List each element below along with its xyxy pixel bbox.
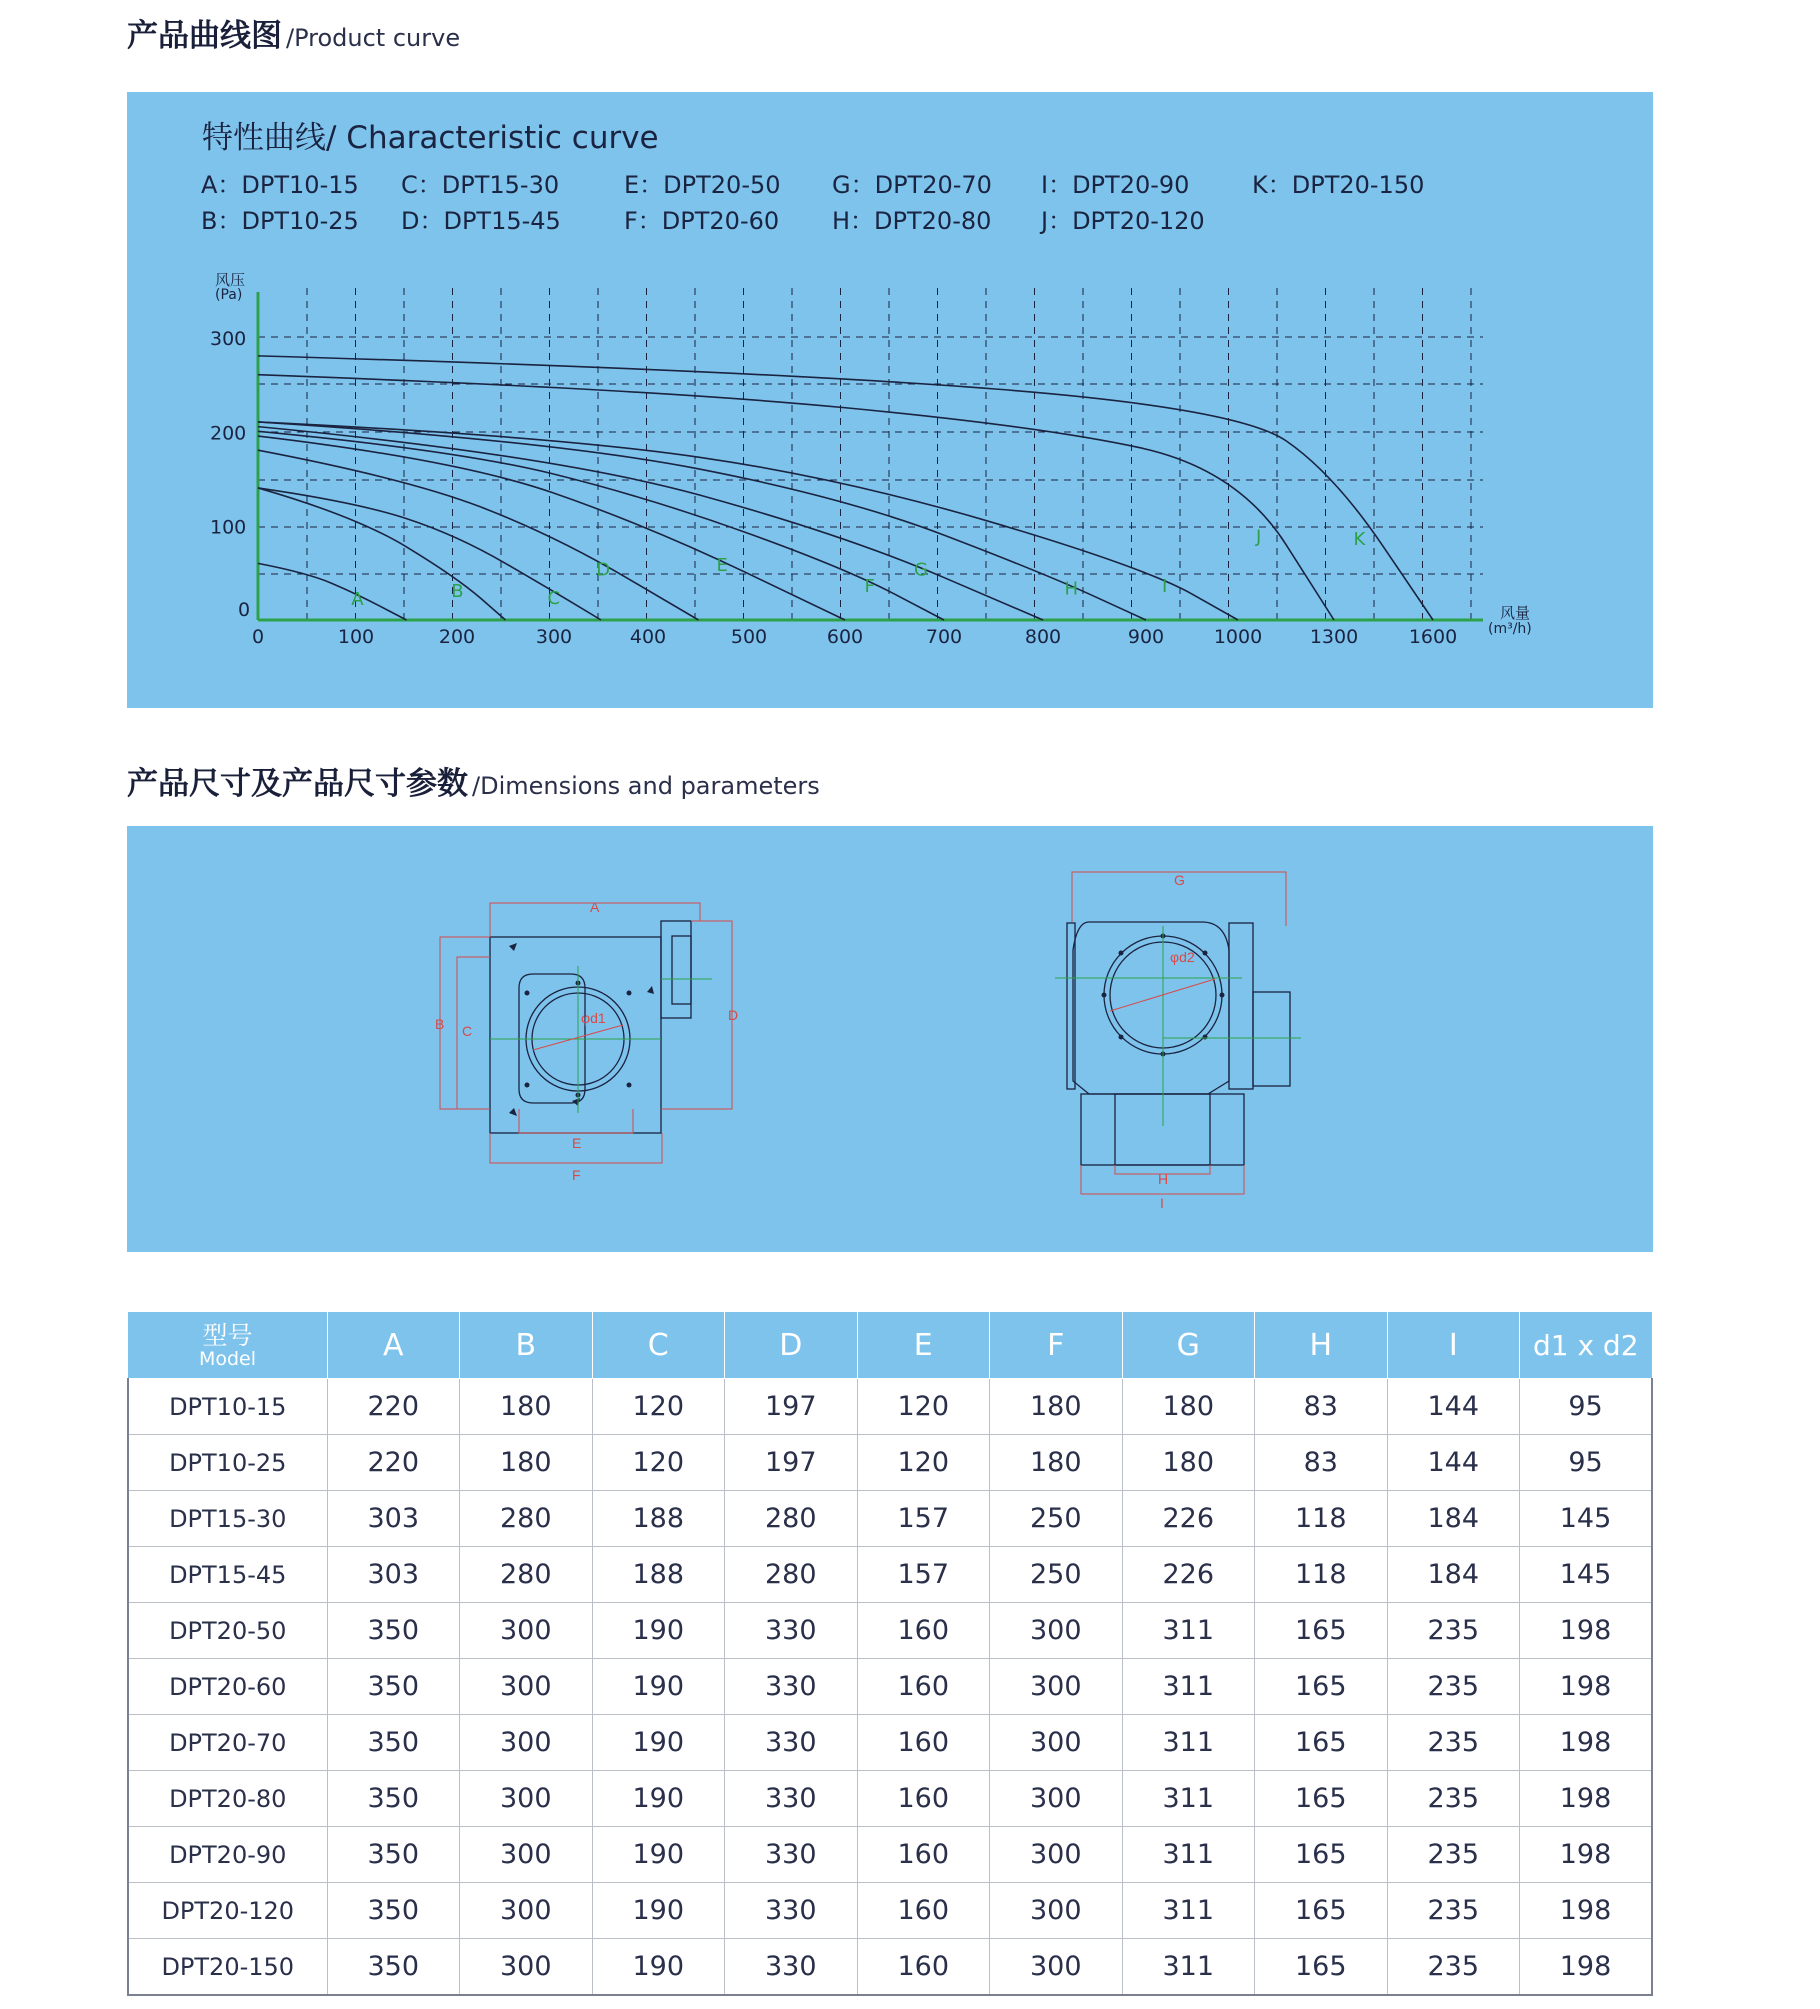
- characteristic-curve-chart: [127, 92, 1653, 708]
- front-view-drawing: [490, 921, 691, 1133]
- series-label-i: I: [1162, 576, 1168, 598]
- section-title-product-curve: [127, 10, 460, 55]
- x-tick-label: 1600: [1408, 626, 1458, 648]
- x-tick-label: 0: [251, 626, 265, 648]
- motor-stub: [1253, 992, 1290, 1086]
- x-tick-label: 1000: [1213, 626, 1263, 648]
- dim-label-g: G: [1174, 872, 1185, 888]
- series-curve-j: [258, 375, 1334, 620]
- series-label-h: H: [1064, 578, 1079, 600]
- legend-entry: J：DPT20-120: [1041, 207, 1205, 235]
- value-cell: 235: [1387, 1715, 1520, 1771]
- value-cell: 226: [1122, 1547, 1255, 1603]
- value-cell: 303: [327, 1491, 460, 1547]
- value-cell: 160: [857, 1715, 990, 1771]
- y-tick-label: 100: [210, 516, 247, 539]
- table-body: [128, 1379, 1652, 1996]
- value-cell: 300: [460, 1715, 593, 1771]
- value-cell: 160: [857, 1827, 990, 1883]
- section-title-cn: 产品尺寸及产品尺寸参数: [127, 766, 468, 802]
- legend-entry: F：DPT20-60: [624, 207, 780, 235]
- value-cell: 197: [725, 1379, 858, 1435]
- series-label-k: K: [1353, 528, 1366, 550]
- model-header-cn: 型号: [202, 1321, 253, 1350]
- value-cell: 350: [327, 1771, 460, 1827]
- value-cell: 198: [1520, 1771, 1653, 1827]
- column-header-model: [128, 1312, 327, 1379]
- value-cell: 198: [1520, 1883, 1653, 1939]
- side-view-dimensions: [1072, 872, 1286, 1194]
- value-cell: 300: [990, 1883, 1123, 1939]
- column-header: E: [857, 1312, 990, 1379]
- table-row: [128, 1939, 1652, 1996]
- value-cell: 350: [327, 1939, 460, 1996]
- model-cell: DPT20-70: [128, 1715, 327, 1771]
- section-title-dimensions: [127, 758, 820, 803]
- series-curve-a: [258, 563, 407, 620]
- y-tick-label: 0: [238, 599, 251, 621]
- value-cell: 350: [327, 1659, 460, 1715]
- value-cell: 350: [327, 1827, 460, 1883]
- series-label-f: F: [864, 576, 875, 598]
- table-row: [128, 1715, 1652, 1771]
- value-cell: 330: [725, 1939, 858, 1996]
- value-cell: 180: [990, 1379, 1123, 1435]
- value-cell: 280: [725, 1491, 858, 1547]
- value-cell: 165: [1255, 1827, 1388, 1883]
- value-cell: 188: [592, 1491, 725, 1547]
- model-cell: DPT10-15: [128, 1379, 327, 1435]
- model-cell: DPT20-60: [128, 1659, 327, 1715]
- bolt-hole: [1102, 993, 1107, 998]
- front-view-dimensions: [440, 903, 732, 1163]
- value-cell: 180: [990, 1435, 1123, 1491]
- value-cell: 311: [1122, 1939, 1255, 1996]
- column-header: A: [327, 1312, 460, 1379]
- legend-entry: B：DPT10-25: [201, 207, 359, 235]
- front-view-details: [509, 943, 654, 1116]
- value-cell: 190: [592, 1771, 725, 1827]
- value-cell: 190: [592, 1883, 725, 1939]
- chart-title: 特性曲线/ Characteristic curve: [202, 120, 659, 156]
- dim-label-i: I: [1160, 1195, 1164, 1211]
- series-curve-b: [258, 488, 506, 620]
- table-row: [128, 1883, 1652, 1939]
- value-cell: 235: [1387, 1771, 1520, 1827]
- value-cell: 118: [1255, 1547, 1388, 1603]
- x-axis-label: 风量: [1500, 604, 1531, 622]
- legend-entry: E：DPT20-50: [624, 171, 781, 199]
- table-row: [128, 1659, 1652, 1715]
- value-cell: 184: [1387, 1547, 1520, 1603]
- value-cell: 250: [990, 1491, 1123, 1547]
- legend-entry: I：DPT20-90: [1041, 171, 1190, 199]
- diameter-label-d2: φd2: [1170, 949, 1195, 965]
- value-cell: 300: [990, 1771, 1123, 1827]
- y-tick-label: 300: [210, 328, 247, 350]
- dimension-drawings-panel: [127, 826, 1653, 1252]
- x-tick-label: 500: [730, 626, 768, 648]
- front-view-centerlines: [490, 966, 712, 1113]
- value-cell: 300: [990, 1827, 1123, 1883]
- x-tick-label: 1300: [1309, 626, 1359, 648]
- value-cell: 165: [1255, 1883, 1388, 1939]
- bolt-hole: [525, 1083, 530, 1088]
- dim-label-c: C: [462, 1023, 473, 1039]
- value-cell: 350: [327, 1883, 460, 1939]
- value-cell: 144: [1387, 1379, 1520, 1435]
- legend-entry: K：DPT20-150: [1252, 171, 1425, 199]
- value-cell: 300: [990, 1603, 1123, 1659]
- x-tick-label: 400: [629, 626, 667, 648]
- value-cell: 145: [1520, 1547, 1653, 1603]
- value-cell: 190: [592, 1827, 725, 1883]
- value-cell: 250: [990, 1547, 1123, 1603]
- value-cell: 280: [460, 1491, 593, 1547]
- series-curve-h: [258, 422, 1146, 620]
- series-label-a: A: [351, 588, 364, 610]
- bolt-hole: [1203, 951, 1208, 956]
- bolt-hole: [1119, 1035, 1124, 1040]
- table-row: [128, 1827, 1652, 1883]
- table-row: [128, 1379, 1652, 1435]
- value-cell: 198: [1520, 1715, 1653, 1771]
- value-cell: 300: [460, 1659, 593, 1715]
- value-cell: 160: [857, 1659, 990, 1715]
- chart-legend: [201, 171, 1424, 235]
- value-cell: 120: [857, 1435, 990, 1491]
- model-cell: DPT15-45: [128, 1547, 327, 1603]
- value-cell: 300: [460, 1771, 593, 1827]
- series-curve-i: [258, 422, 1238, 620]
- value-cell: 165: [1255, 1771, 1388, 1827]
- dim-label-a: A: [590, 899, 600, 915]
- value-cell: 198: [1520, 1939, 1653, 1996]
- value-cell: 190: [592, 1659, 725, 1715]
- value-cell: 145: [1520, 1491, 1653, 1547]
- front-view-labels: [435, 899, 738, 1183]
- value-cell: 83: [1255, 1379, 1388, 1435]
- dim-line-e: [519, 1109, 633, 1133]
- value-cell: 235: [1387, 1603, 1520, 1659]
- value-cell: 165: [1255, 1659, 1388, 1715]
- value-cell: 190: [592, 1715, 725, 1771]
- chart-series: [258, 356, 1433, 620]
- value-cell: 157: [857, 1491, 990, 1547]
- series-label-b: B: [451, 580, 464, 602]
- section-title-en: /Product curve: [286, 24, 461, 52]
- bolt-hole: [627, 991, 632, 996]
- value-cell: 350: [327, 1715, 460, 1771]
- column-header: C: [592, 1312, 725, 1379]
- legend-entry: C：DPT15-30: [401, 171, 560, 199]
- value-cell: 165: [1255, 1603, 1388, 1659]
- chart-axes: [210, 292, 1483, 648]
- value-cell: 188: [592, 1547, 725, 1603]
- value-cell: 180: [460, 1435, 593, 1491]
- value-cell: 300: [990, 1939, 1123, 1996]
- series-label-d: D: [596, 559, 611, 581]
- value-cell: 157: [857, 1547, 990, 1603]
- table-row: [128, 1491, 1652, 1547]
- value-cell: 120: [857, 1379, 990, 1435]
- x-tick-label: 200: [438, 626, 476, 648]
- y-axis-unit: (Pa): [215, 287, 243, 303]
- side-plate-right: [1229, 923, 1253, 1089]
- mount-foot: [572, 1098, 580, 1106]
- value-cell: 160: [857, 1771, 990, 1827]
- value-cell: 120: [592, 1379, 725, 1435]
- value-cell: 190: [592, 1603, 725, 1659]
- dim-label-b: B: [435, 1016, 445, 1032]
- value-cell: 118: [1255, 1491, 1388, 1547]
- model-cell: DPT10-25: [128, 1435, 327, 1491]
- value-cell: 311: [1122, 1883, 1255, 1939]
- value-cell: 95: [1520, 1435, 1653, 1491]
- value-cell: 280: [460, 1547, 593, 1603]
- legend-entry: D：DPT15-45: [401, 207, 561, 235]
- value-cell: 160: [857, 1939, 990, 1996]
- x-tick-label: 300: [535, 626, 573, 648]
- value-cell: 300: [460, 1603, 593, 1659]
- value-cell: 160: [857, 1603, 990, 1659]
- x-tick-label: 900: [1127, 626, 1165, 648]
- mount-foot: [509, 943, 517, 951]
- value-cell: 330: [725, 1771, 858, 1827]
- bolt-hole: [525, 991, 530, 996]
- value-cell: 311: [1122, 1827, 1255, 1883]
- value-cell: 311: [1122, 1659, 1255, 1715]
- value-cell: 311: [1122, 1715, 1255, 1771]
- dim-label-e: E: [572, 1135, 582, 1151]
- value-cell: 330: [725, 1715, 858, 1771]
- value-cell: 197: [725, 1435, 858, 1491]
- column-header: F: [990, 1312, 1123, 1379]
- y-axis-label: 风压: [215, 271, 246, 289]
- table-row: [128, 1771, 1652, 1827]
- value-cell: 160: [857, 1883, 990, 1939]
- value-cell: 198: [1520, 1603, 1653, 1659]
- bolt-hole: [627, 1083, 632, 1088]
- table-row: [128, 1435, 1652, 1491]
- bolt-hole: [1203, 1035, 1208, 1040]
- model-cell: DPT20-50: [128, 1603, 327, 1659]
- value-cell: 235: [1387, 1939, 1520, 1996]
- value-cell: 311: [1122, 1771, 1255, 1827]
- series-curve-k: [258, 356, 1433, 620]
- model-header-en: Model: [198, 1348, 257, 1370]
- value-cell: 184: [1387, 1491, 1520, 1547]
- model-cell: DPT20-80: [128, 1771, 327, 1827]
- value-cell: 144: [1387, 1435, 1520, 1491]
- value-cell: 180: [460, 1379, 593, 1435]
- value-cell: 280: [725, 1547, 858, 1603]
- model-cell: DPT20-120: [128, 1883, 327, 1939]
- section-title-en: /Dimensions and parameters: [472, 772, 820, 800]
- value-cell: 198: [1520, 1827, 1653, 1883]
- table-row: [128, 1603, 1652, 1659]
- series-label-c: C: [547, 587, 561, 609]
- value-cell: 180: [1122, 1379, 1255, 1435]
- value-cell: 330: [725, 1659, 858, 1715]
- x-tick-label: 800: [1024, 626, 1062, 648]
- value-cell: 180: [1122, 1435, 1255, 1491]
- column-header: H: [1255, 1312, 1388, 1379]
- volute-outline: [1073, 922, 1229, 1094]
- value-cell: 165: [1255, 1939, 1388, 1996]
- value-cell: 235: [1387, 1659, 1520, 1715]
- value-cell: 165: [1255, 1715, 1388, 1771]
- value-cell: 198: [1520, 1659, 1653, 1715]
- bolt-hole: [1119, 951, 1124, 956]
- value-cell: 300: [460, 1883, 593, 1939]
- column-header: G: [1122, 1312, 1255, 1379]
- model-cell: DPT20-90: [128, 1827, 327, 1883]
- value-cell: 300: [990, 1659, 1123, 1715]
- mount-foot: [647, 986, 654, 994]
- outlet-inner: [672, 936, 691, 1004]
- series-curve-d: [258, 450, 699, 620]
- legend-entry: H：DPT20-80: [832, 207, 992, 235]
- value-cell: 190: [592, 1939, 725, 1996]
- value-cell: 311: [1122, 1603, 1255, 1659]
- value-cell: 330: [725, 1827, 858, 1883]
- dimensions-table: [127, 1311, 1653, 1996]
- value-cell: 300: [990, 1715, 1123, 1771]
- value-cell: 300: [460, 1827, 593, 1883]
- value-cell: 220: [327, 1379, 460, 1435]
- value-cell: 220: [327, 1435, 460, 1491]
- x-tick-label: 100: [337, 626, 375, 648]
- table-row: [128, 1547, 1652, 1603]
- dim-label-d: D: [728, 1007, 739, 1023]
- section-title-cn: 产品曲线图: [127, 18, 282, 54]
- value-cell: 235: [1387, 1883, 1520, 1939]
- legend-entry: A：DPT10-15: [201, 171, 359, 199]
- value-cell: 330: [725, 1603, 858, 1659]
- column-header: I: [1387, 1312, 1520, 1379]
- characteristic-curve-panel: [127, 92, 1653, 708]
- value-cell: 226: [1122, 1491, 1255, 1547]
- diameter-label-d1: φd1: [581, 1010, 606, 1026]
- dim-label-f: F: [572, 1167, 581, 1183]
- value-cell: 300: [460, 1939, 593, 1996]
- bolt-hole: [1220, 993, 1225, 998]
- column-header: d1 x d2: [1520, 1312, 1653, 1379]
- x-tick-label: 600: [826, 626, 864, 648]
- legend-entry: G：DPT20-70: [832, 171, 992, 199]
- value-cell: 330: [725, 1883, 858, 1939]
- model-cell: DPT15-30: [128, 1491, 327, 1547]
- series-label-j: J: [1256, 526, 1262, 548]
- dim-label-h: H: [1158, 1171, 1169, 1187]
- value-cell: 95: [1520, 1379, 1653, 1435]
- table-header-row: [128, 1312, 1652, 1379]
- value-cell: 120: [592, 1435, 725, 1491]
- column-header: D: [725, 1312, 858, 1379]
- x-axis-unit: (m³/h): [1488, 621, 1532, 637]
- y-tick-label: 200: [210, 422, 247, 445]
- value-cell: 235: [1387, 1827, 1520, 1883]
- column-header: B: [460, 1312, 593, 1379]
- x-tick-label: 700: [925, 626, 963, 648]
- value-cell: 350: [327, 1603, 460, 1659]
- value-cell: 83: [1255, 1435, 1388, 1491]
- series-label-g: G: [914, 559, 928, 581]
- series-label-e: E: [716, 554, 728, 576]
- value-cell: 303: [327, 1547, 460, 1603]
- mount-foot: [509, 1108, 517, 1116]
- dimension-drawings: [127, 826, 1653, 1252]
- model-cell: DPT20-150: [128, 1939, 327, 1996]
